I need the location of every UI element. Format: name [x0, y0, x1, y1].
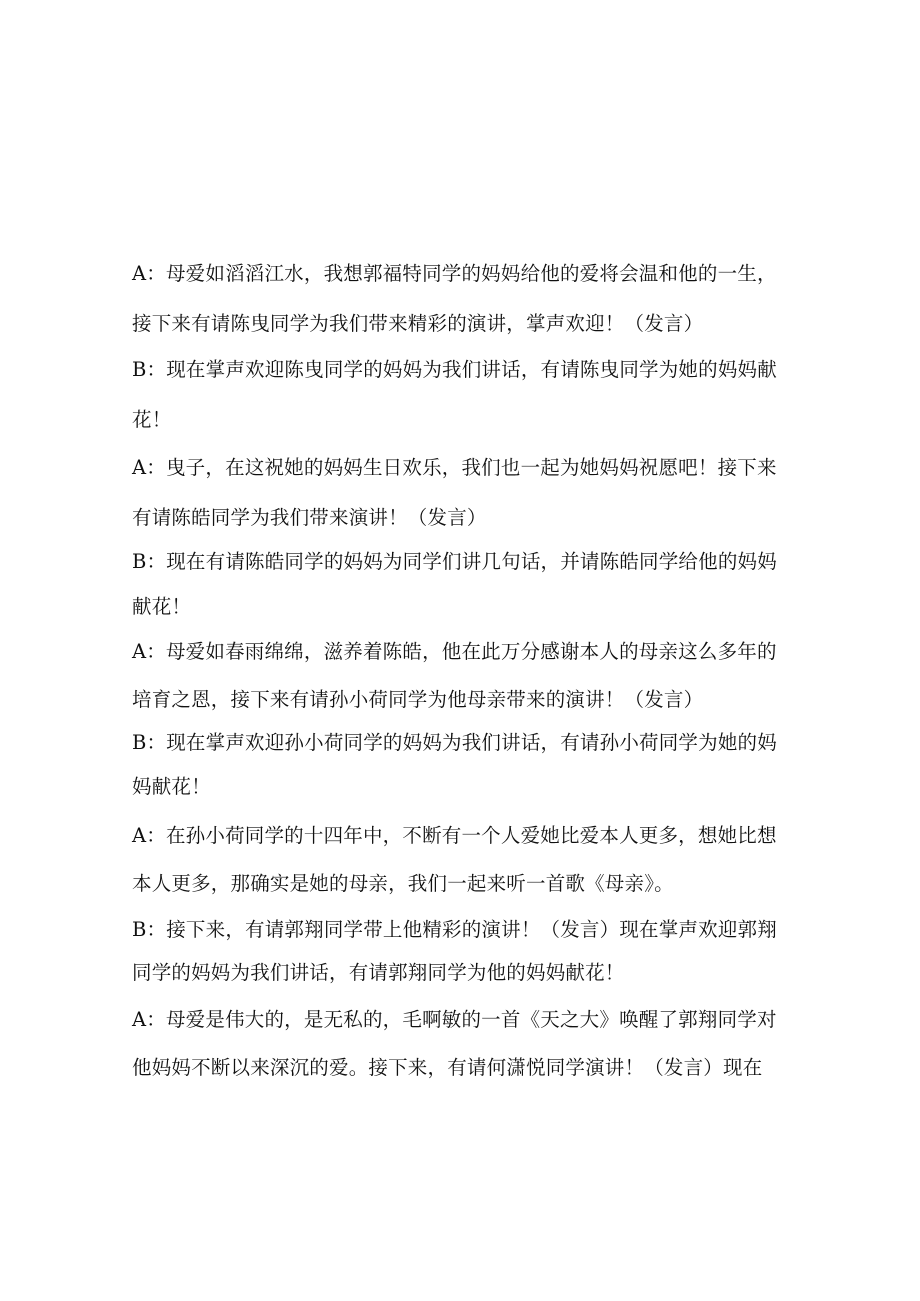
text-line: A：母爱是伟大的，是无私的，毛啊敏的一首《天之大》唤醒了郭翔同学对 [132, 1008, 777, 1031]
text-line: 花！ [132, 408, 172, 431]
text-line: 献花！ [132, 595, 192, 618]
text-line: A：母爱如滔滔江水，我想郭福特同学的妈妈给他的爱将会温和他的一生， [132, 262, 777, 285]
text-line: A：母爱如春雨绵绵，滋养着陈皓，他在此万分感谢本人的母亲这么多年的 [132, 640, 777, 663]
text-line: A：曳子，在这祝她的妈妈生日欢乐，我们也一起为她妈妈祝愿吧！接下来 [132, 456, 777, 479]
text-line: B：接下来，有请郭翔同学带上他精彩的演讲！（发言）现在掌声欢迎郭翔 [132, 918, 777, 941]
text-line: 培育之恩，接下来有请孙小荷同学为他母亲带来的演讲！（发言） [132, 688, 704, 711]
text-line: B：现在掌声欢迎陈曳同学的妈妈为我们讲话，有请陈曳同学为她的妈妈献 [132, 358, 777, 381]
text-line: A：在孙小荷同学的十四年中，不断有一个人爱她比爱本人更多，想她比想 [132, 824, 777, 847]
text-line: 同学的妈妈为我们讲话，有请郭翔同学为他的妈妈献花！ [132, 961, 625, 984]
text-line: B：现在有请陈皓同学的妈妈为同学们讲几句话，并请陈皓同学给他的妈妈 [132, 550, 777, 573]
text-line: 有请陈皓同学为我们带来演讲！（发言） [132, 506, 487, 529]
text-line: 接下来有请陈曳同学为我们带来精彩的演讲，掌声欢迎！（发言） [132, 312, 704, 335]
text-line: B：现在掌声欢迎孙小荷同学的妈妈为我们讲话，有请孙小荷同学为她的妈 [132, 731, 777, 754]
text-line: 他妈妈不断以来深沉的爱。接下来，有请何潇悦同学演讲！（发言）现在 [132, 1056, 763, 1079]
text-line: 本人更多，那确实是她的母亲，我们一起来听一首歌《母亲》。 [132, 872, 674, 895]
text-line: 妈献花！ [132, 775, 211, 798]
